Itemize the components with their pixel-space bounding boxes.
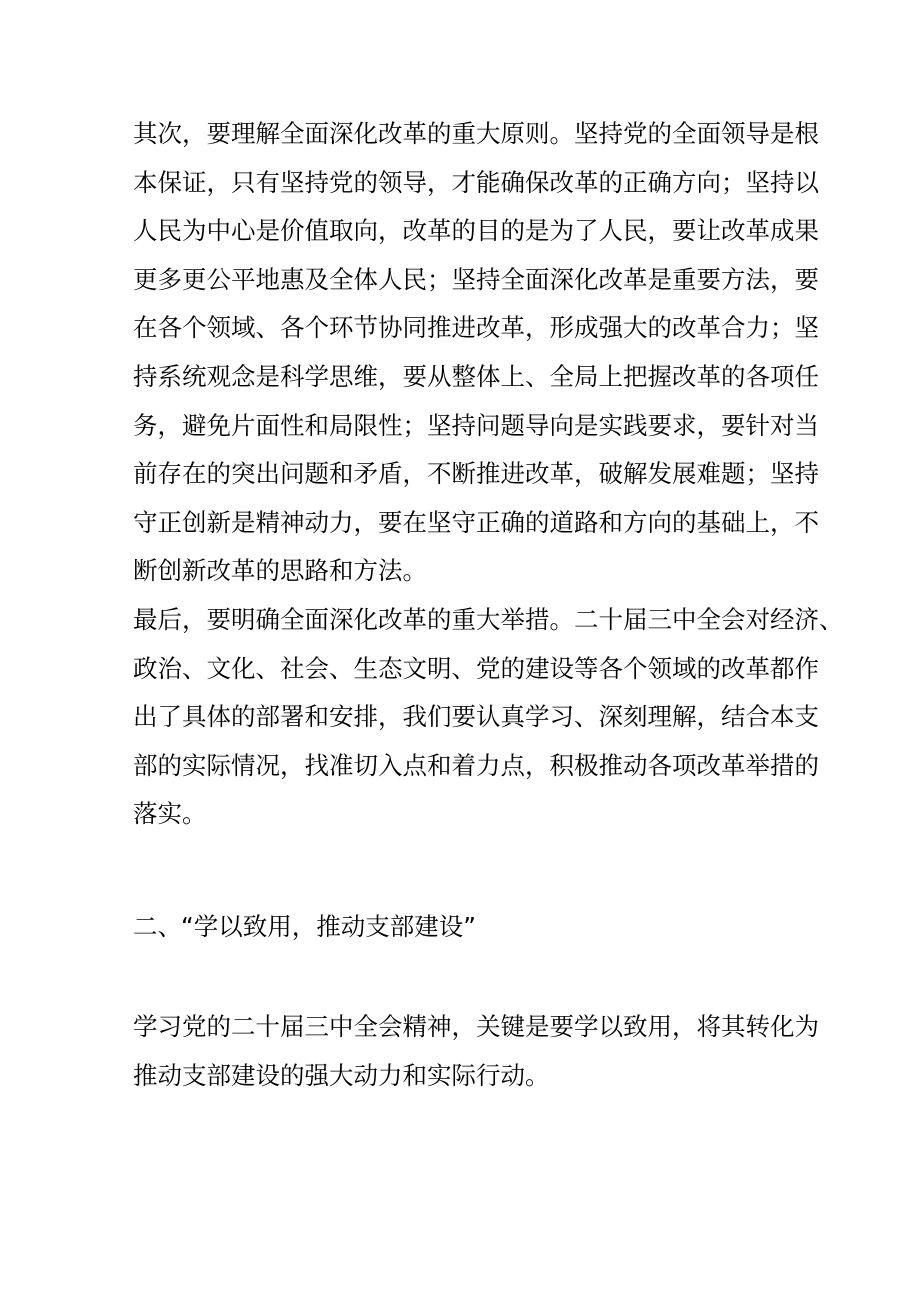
paragraph-line: 出了具体的部署和安排，我们要认真学习、深刻理解，结合本支	[133, 702, 819, 732]
paragraph-application	[133, 1003, 819, 1100]
paragraph-line: 在各个领域、各个环节协同推进改革，形成强大的改革合力；坚	[133, 313, 819, 343]
paragraph-line: 断创新改革的思路和方法。	[133, 556, 427, 586]
paragraph-line: 政治、文化、社会、生态文明、党的建设等各个领域的改革都作	[133, 653, 819, 683]
paragraph-line: 落实。	[133, 799, 207, 829]
paragraph-line: 本保证，只有坚持党的领导，才能确保改革的正确方向；坚持以	[133, 167, 819, 197]
paragraph-line: 持系统观念是科学思维，要从整体上、全局上把握改革的各项任	[133, 361, 819, 391]
paragraph-line: 前存在的突出问题和矛盾，不断推进改革，破解发展难题；坚持	[133, 459, 819, 489]
paragraph-line: 其次，要理解全面深化改革的重大原则。坚持党的全面领导是根	[133, 119, 819, 148]
paragraph-line: 守正创新是精神动力，要在坚守正确的道路和方向的基础上，不	[133, 507, 819, 537]
paragraph-line: 务，避免片面性和局限性；坚持问题导向是实践要求，要针对当	[133, 410, 819, 440]
section-heading-line	[133, 903, 793, 952]
paragraph-line: 最后，要明确全面深化改革的重大举措。二十届三中全会对经济、	[133, 605, 844, 634]
paragraph-line: 推动支部建设的强大动力和实际行动。	[133, 1060, 550, 1090]
section-heading	[133, 903, 793, 952]
paragraph-line: 学习党的二十届三中全会精神，关键是要学以致用，将其转化为	[133, 1012, 819, 1041]
paragraph-principles	[133, 110, 819, 596]
paragraph-line: 人民为中心是价值取向，改革的目的是为了人民，要让改革成果	[133, 216, 819, 246]
section-title: “学以致用，推动支部建设”	[181, 912, 476, 941]
section-number: 二、	[133, 912, 182, 941]
paragraph-line: 部的实际情况，找准切入点和着力点，积极推动各项改革举措的	[133, 750, 819, 780]
paragraph-measures	[133, 596, 844, 839]
paragraph-line: 更多更公平地惠及全体人民；坚持全面深化改革是重要方法，要	[133, 264, 819, 294]
